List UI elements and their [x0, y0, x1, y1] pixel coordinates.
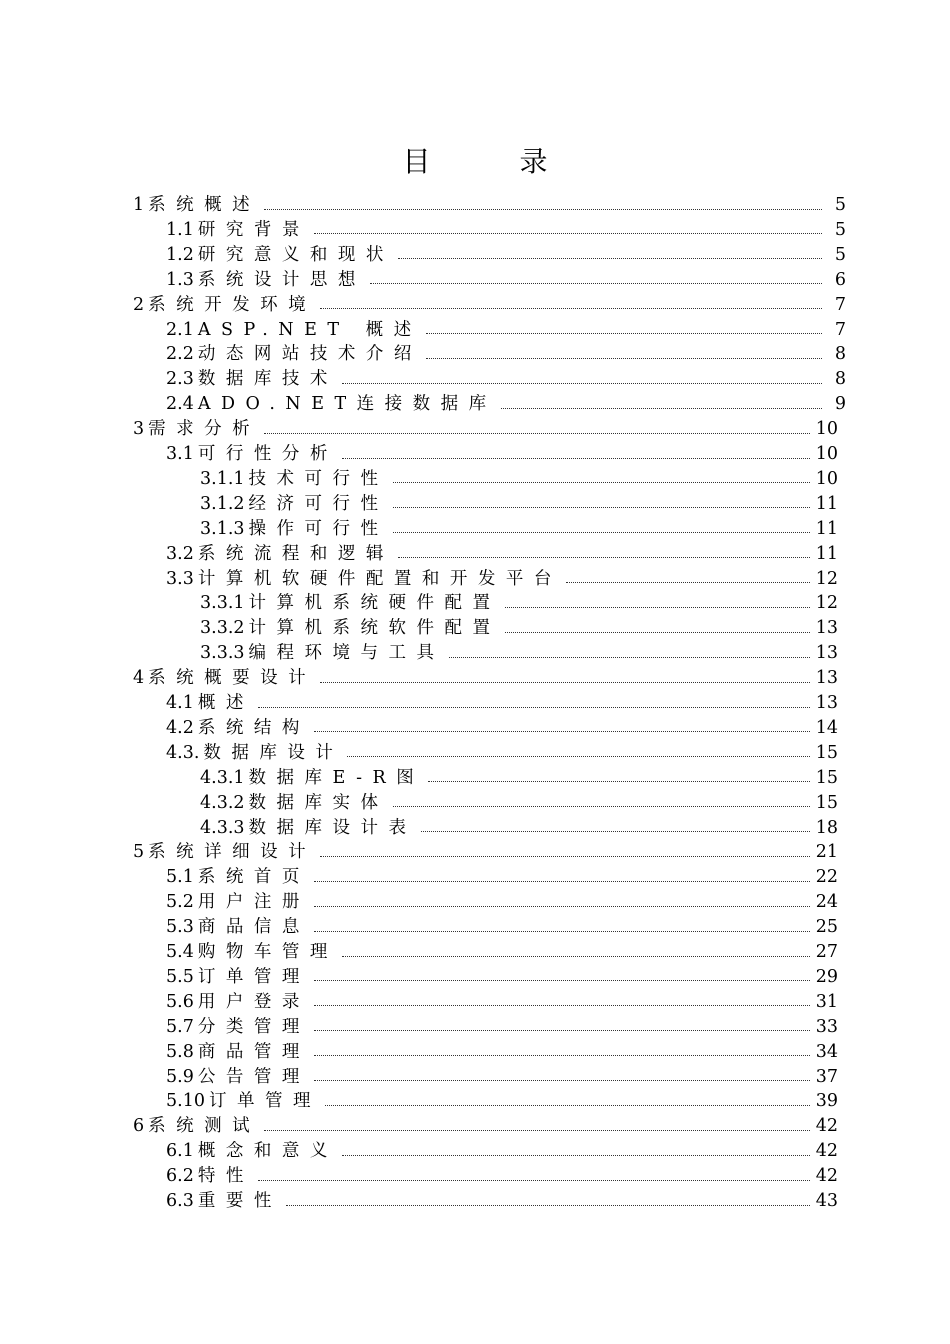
toc-entry-page: 42 — [815, 1141, 838, 1162]
toc-entry[interactable] — [200, 816, 838, 841]
toc-leader-dots — [320, 681, 810, 683]
toc-entry-label — [166, 1089, 321, 1114]
toc-entry-page: 13 — [815, 618, 838, 639]
toc-entry[interactable] — [200, 591, 838, 616]
toc-entry-text: 系统概述 — [148, 195, 261, 215]
toc-entry-number: 3.3.3 — [200, 643, 245, 664]
toc-entry[interactable] — [166, 990, 838, 1015]
toc-entry-number: 3.3.1 — [200, 593, 245, 614]
toc-entry-number: 4.3. — [166, 742, 200, 763]
toc-entry-label — [166, 1189, 282, 1214]
toc-entry-text: 数据库设计 — [203, 742, 344, 763]
toc-entry-number: 5.5 — [166, 966, 194, 987]
toc-entry-number: 6.2 — [166, 1166, 194, 1187]
toc-entry-number: 3.1.2 — [200, 493, 245, 514]
toc-entry-text: 数据库实体 — [248, 792, 389, 813]
toc-entry-number: 6.1 — [166, 1141, 194, 1162]
toc-leader-dots — [314, 1079, 810, 1081]
toc-entry-label — [166, 940, 338, 965]
toc-entry-page: 10 — [815, 468, 838, 489]
toc-entry-label — [166, 1065, 310, 1090]
toc-entry-label — [166, 990, 310, 1015]
toc-entry[interactable] — [166, 741, 838, 766]
toc-leader-dots — [398, 257, 822, 259]
toc-entry[interactable] — [166, 1015, 838, 1040]
toc-entry-text: 系统测试 — [148, 1116, 261, 1137]
toc-entry-label — [200, 517, 389, 542]
toc-entry-label — [166, 567, 562, 592]
toc-leader-dots — [286, 1204, 810, 1206]
toc-entry[interactable] — [166, 716, 838, 741]
toc-entry-number: 5.3 — [166, 917, 194, 938]
toc-entry[interactable] — [200, 492, 838, 517]
toc-entry[interactable] — [200, 517, 838, 542]
toc-entry-label — [200, 766, 424, 791]
toc-leader-dots — [421, 830, 810, 832]
toc-leader-dots — [320, 307, 822, 309]
toc-entry-page: 27 — [815, 942, 838, 962]
toc-entry-label — [166, 716, 310, 741]
toc-entry-number: 2.4 — [166, 394, 194, 415]
toc-entry-page: 14 — [815, 717, 838, 738]
toc-entry-label — [133, 840, 316, 865]
toc-leader-dots — [258, 706, 810, 708]
toc-entry-number: 1.1 — [166, 219, 194, 240]
toc-entry-number: 5.9 — [166, 1066, 194, 1087]
toc-leader-dots — [342, 955, 810, 957]
toc-entry[interactable] — [166, 915, 838, 940]
toc-entry-number: 4.1 — [166, 693, 194, 713]
toc-entry[interactable] — [200, 467, 838, 492]
toc-entry-label — [166, 392, 497, 417]
toc-leader-dots — [342, 1154, 810, 1156]
toc-entry-number: 2.3 — [166, 369, 194, 390]
toc-entry-label — [133, 1114, 260, 1139]
toc-entry-page: 12 — [815, 593, 838, 614]
toc-entry-label — [166, 268, 366, 293]
toc-entry-page: 18 — [815, 817, 838, 838]
toc-entry-number: 2.2 — [166, 344, 194, 365]
toc-entry-label — [166, 741, 343, 766]
toc-entry-text: 系统设计思想 — [197, 269, 366, 290]
toc-entry[interactable] — [166, 940, 838, 965]
toc-entry-page: 15 — [815, 792, 838, 813]
toc-entry[interactable] — [166, 1164, 838, 1189]
toc-entry-label — [133, 293, 316, 318]
toc-entry-number: 3.3.2 — [200, 618, 245, 639]
toc-entry-page: 22 — [815, 867, 838, 888]
toc-entry-number: 4.3.2 — [200, 792, 245, 813]
toc-entry-label — [200, 641, 445, 666]
toc-entry-number: 5.7 — [166, 1016, 194, 1037]
toc-entry-label — [166, 243, 394, 268]
toc-entry[interactable] — [200, 616, 838, 641]
toc-leader-dots — [314, 232, 822, 234]
toc-entry[interactable] — [133, 840, 838, 865]
toc-entry-label — [133, 193, 260, 218]
toc-entry-number: 5 — [133, 842, 145, 863]
toc-entry-page: 5 — [834, 244, 846, 265]
toc-entry-text: ADO.NET连接数据库 — [197, 394, 497, 415]
toc-entry-text: 用户登录 — [197, 991, 310, 1012]
toc-entry-label — [200, 616, 501, 641]
toc-entry-label — [166, 1164, 254, 1189]
toc-leader-dots — [505, 631, 810, 633]
toc-entry-number: 3.2 — [166, 543, 194, 564]
toc-entry[interactable] — [166, 691, 838, 716]
toc-entry-page: 10 — [815, 419, 838, 440]
toc-entry-number: 3.3 — [166, 568, 194, 589]
toc-entry-label — [166, 367, 338, 392]
toc-entry-page: 11 — [815, 518, 838, 539]
toc-leader-dots — [258, 1179, 810, 1181]
toc-entry-label — [200, 467, 389, 492]
toc-entry[interactable] — [166, 567, 838, 592]
toc-entry-label — [166, 1040, 310, 1065]
toc-entry[interactable] — [166, 342, 846, 367]
toc-leader-dots — [566, 581, 810, 583]
toc-entry-text: 编程环境与工具 — [248, 643, 445, 664]
toc-entry-text: 数据库E-R图 — [248, 767, 425, 788]
toc-entry-text: 概述 — [197, 693, 254, 713]
toc-entry[interactable] — [133, 666, 838, 691]
toc-leader-dots — [314, 1054, 810, 1056]
toc-entry-label — [166, 342, 422, 367]
toc-entry-page: 7 — [834, 294, 846, 315]
toc-entry-text: 订单管理 — [197, 966, 310, 987]
toc-leader-dots — [342, 382, 822, 384]
toc-entry-number: 5.8 — [166, 1041, 194, 1062]
toc-entry-number: 3 — [133, 419, 145, 440]
toc-entry-page: 5 — [834, 219, 846, 240]
toc-entry-page: 9 — [834, 394, 846, 415]
toc-entry-text: 特性 — [197, 1166, 254, 1187]
toc-leader-dots — [393, 481, 810, 483]
toc-entry[interactable] — [166, 442, 838, 467]
toc-entry-text: 商品管理 — [197, 1041, 310, 1062]
toc-entry-text: 计算机系统硬件配置 — [248, 593, 501, 614]
toc-entry-label — [133, 666, 316, 691]
toc-entry-number: 1.2 — [166, 244, 194, 265]
toc-entry-page: 6 — [834, 269, 846, 290]
toc-entry[interactable] — [166, 392, 846, 417]
toc-entry-text: 分类管理 — [197, 1016, 310, 1037]
toc-entry-number: 5.6 — [166, 991, 194, 1012]
toc-entry-page: 8 — [834, 344, 846, 365]
toc-entry-text: 系统概要设计 — [148, 668, 317, 689]
toc-entry-text: 操作可行性 — [248, 518, 389, 539]
toc-entry-page: 42 — [815, 1166, 838, 1187]
toc-entry-page: 39 — [815, 1091, 838, 1112]
toc-entry[interactable] — [166, 965, 838, 990]
toc-leader-dots — [314, 880, 810, 882]
toc-leader-dots — [398, 556, 810, 558]
toc-entry[interactable] — [133, 293, 846, 318]
toc-leader-dots — [314, 1004, 810, 1006]
toc-leader-dots — [426, 332, 822, 334]
toc-entry-label — [166, 865, 310, 890]
toc-entry[interactable] — [166, 218, 846, 243]
toc-entry-page: 5 — [834, 195, 846, 215]
toc-leader-dots — [426, 357, 822, 359]
toc-leader-dots — [393, 506, 810, 508]
toc-entry-page: 11 — [815, 543, 838, 564]
toc-entry-number: 2.1 — [166, 319, 194, 340]
toc-entry-label — [200, 816, 417, 841]
toc-entry-label — [200, 591, 501, 616]
toc-entry-text: 数据库技术 — [197, 369, 338, 390]
toc-entry-number: 3.1.3 — [200, 518, 245, 539]
toc-entry[interactable] — [166, 1089, 838, 1114]
toc-entry-page: 42 — [815, 1116, 838, 1137]
toc-entry-text: 重要性 — [197, 1191, 282, 1211]
toc-entry[interactable] — [133, 193, 846, 218]
toc-entry-label — [200, 492, 389, 517]
toc-entry-page: 11 — [815, 493, 838, 514]
toc-entry-page: 24 — [815, 892, 838, 913]
toc-entry-text: 订单管理 — [208, 1091, 321, 1112]
toc-entry[interactable] — [166, 1065, 838, 1090]
toc-entry-number: 3.1 — [166, 444, 194, 464]
toc-leader-dots — [314, 905, 810, 907]
toc-leader-dots — [264, 1129, 810, 1131]
toc-entry-page: 12 — [815, 568, 838, 589]
toc-entry-number: 5.1 — [166, 867, 194, 888]
toc-entry-number: 4.3.3 — [200, 817, 245, 838]
toc-leader-dots — [320, 855, 810, 857]
toc-entry-label — [166, 442, 338, 467]
toc-entry-text: 经济可行性 — [248, 493, 389, 514]
toc-leader-dots — [314, 979, 810, 981]
toc-entry-number: 5.2 — [166, 892, 194, 913]
toc-entry-number: 6.3 — [166, 1191, 194, 1211]
toc-entry-label — [166, 1139, 338, 1164]
toc-entry-page: 13 — [815, 668, 838, 689]
toc-entry-page: 37 — [815, 1066, 838, 1087]
toc-entry-text: 需求分析 — [148, 419, 261, 440]
toc-entry-text: 计算机软硬件配置和开发平台 — [197, 568, 562, 589]
toc-leader-dots — [342, 457, 810, 459]
toc-entry-label — [166, 1015, 310, 1040]
toc-entry[interactable] — [166, 1040, 838, 1065]
toc-entry[interactable] — [166, 318, 846, 343]
toc-entry[interactable] — [200, 641, 838, 666]
toc-leader-dots — [314, 730, 810, 732]
toc-entry-page: 31 — [815, 991, 838, 1012]
toc-entry-number: 4.3.1 — [200, 767, 245, 788]
toc-entry[interactable] — [200, 791, 838, 816]
toc-entry-text: 技术可行性 — [248, 468, 389, 489]
toc-entry-text: 公告管理 — [197, 1066, 310, 1087]
toc-entry[interactable] — [133, 1114, 838, 1139]
toc-entry[interactable] — [166, 890, 838, 915]
toc-entry-text: 用户注册 — [197, 892, 310, 913]
toc-entry-number: 5.4 — [166, 942, 194, 962]
toc-entry-text: 动态网站技术介绍 — [197, 344, 422, 365]
toc-entry-text: 系统开发环境 — [148, 294, 317, 315]
toc-entry-label — [133, 417, 260, 442]
toc-entry-number: 1 — [133, 195, 145, 215]
toc-entry[interactable] — [166, 1139, 838, 1164]
toc-entry-number: 5.10 — [166, 1091, 205, 1112]
toc-entry-label — [200, 791, 389, 816]
toc-entry-page: 33 — [815, 1016, 838, 1037]
toc-entry-label — [166, 318, 422, 343]
toc-entry-number: 2 — [133, 294, 145, 315]
toc-entry-label — [166, 691, 254, 716]
toc-entry-text: 系统结构 — [197, 717, 310, 738]
toc-entry-label — [166, 542, 394, 567]
toc-entry-page: 13 — [815, 693, 838, 713]
toc-entry-page: 21 — [815, 842, 838, 863]
toc-leader-dots — [314, 930, 810, 932]
toc-entry[interactable] — [166, 865, 838, 890]
toc-leader-dots — [264, 432, 810, 434]
toc-entry-page: 15 — [815, 767, 838, 788]
toc-entry-text: ASP.NET 概述 — [197, 319, 422, 340]
toc-entry-number: 6 — [133, 1116, 145, 1137]
toc-entry-page: 43 — [815, 1191, 838, 1211]
toc-entry[interactable] — [166, 367, 846, 392]
toc-leader-dots — [449, 656, 810, 658]
toc-leader-dots — [393, 531, 810, 533]
toc-entry-page: 13 — [815, 643, 838, 664]
toc-entry[interactable] — [200, 766, 838, 791]
toc-entry-page: 34 — [815, 1041, 838, 1062]
toc-leader-dots — [347, 755, 809, 757]
toc-entry-text: 商品信息 — [197, 917, 310, 938]
toc-entry-text: 概念和意义 — [197, 1141, 338, 1162]
toc-leader-dots — [393, 805, 810, 807]
toc-entry-page: 15 — [815, 742, 838, 763]
toc-entry-number: 1.3 — [166, 269, 194, 290]
toc-entry-page: 10 — [815, 444, 838, 464]
toc-entry[interactable] — [133, 417, 838, 442]
toc-entry-text: 系统首页 — [197, 867, 310, 888]
toc-entry-number: 4 — [133, 668, 145, 689]
toc-entry-page: 7 — [834, 319, 846, 340]
toc-entry-text: 系统流程和逻辑 — [197, 543, 394, 564]
toc-entry-page: 29 — [815, 966, 838, 987]
toc-entry-label — [166, 218, 310, 243]
toc-leader-dots — [505, 606, 810, 608]
page-title: 目 录 — [402, 145, 588, 178]
toc-entry-label — [166, 965, 310, 990]
toc-entry[interactable] — [166, 268, 846, 293]
toc-leader-dots — [501, 407, 822, 409]
toc-entry-number: 4.2 — [166, 717, 194, 738]
toc-entry-text: 可行性分析 — [197, 444, 338, 464]
toc-entry-label — [166, 915, 310, 940]
toc-entry[interactable] — [166, 1189, 838, 1214]
toc-entry-number: 3.1.1 — [200, 468, 245, 489]
toc-entry-label — [166, 890, 310, 915]
toc-leader-dots — [264, 208, 822, 210]
toc-leader-dots — [325, 1104, 810, 1106]
toc-entry-text: 计算机系统软件配置 — [248, 618, 501, 639]
toc-entry-text: 研究意义和现状 — [197, 244, 394, 265]
toc-entry[interactable] — [166, 243, 846, 268]
toc-entry-text: 系统详细设计 — [148, 842, 317, 863]
toc-entry-text: 购物车管理 — [197, 942, 338, 962]
toc-leader-dots — [428, 780, 809, 782]
toc-entry-text: 研究背景 — [197, 219, 310, 240]
toc-leader-dots — [314, 1029, 810, 1031]
toc-entry-page: 25 — [815, 917, 838, 938]
toc-leader-dots — [370, 282, 822, 284]
toc-entry-page: 8 — [834, 369, 846, 390]
toc-entry[interactable] — [166, 542, 838, 567]
toc-entry-text: 数据库设计表 — [248, 817, 417, 838]
